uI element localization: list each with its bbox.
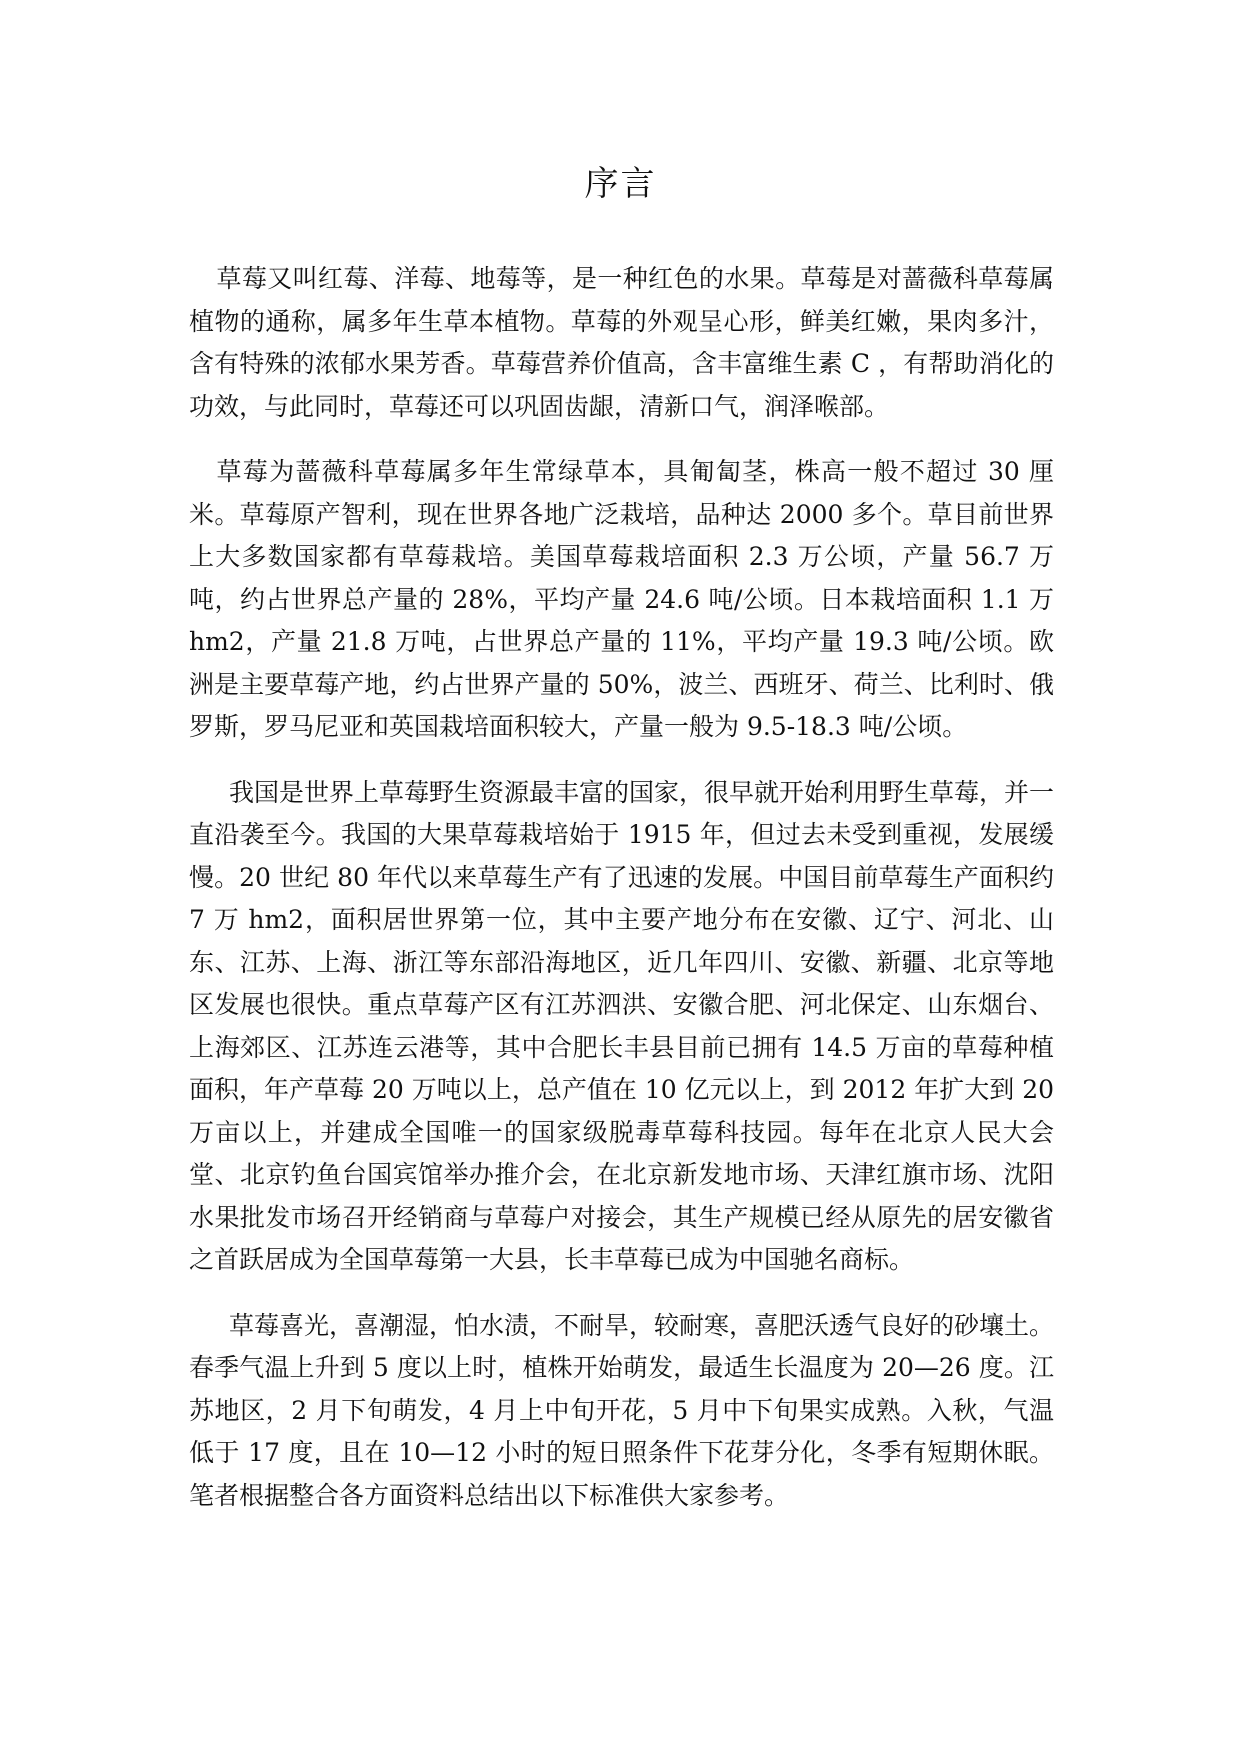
document-body xyxy=(189,258,1054,1540)
paragraph-world-production: 草莓为蔷薇科草莓属多年生常绿草本，具匍匐茎，株高一般不超过 30 厘米。草莓原产智利，现在世界各地广泛栽培，品种达 2000 多个。草目前世界上大多数国家都有草莓栽培。美国草莓栽培面积 2.3 万公顷，产量 56.7 万吨，约占世界总产量的 28%，平均产量 24.6 吨/公顷。日本栽培面积 1.1 万 hm2，产量 21.8 万吨，占世界总产量的 11%，平均产量 19.3 吨/公顷。欧洲是主要草莓产地，约占世界产量的 50%，波兰、西班牙、荷兰、比利时、俄罗斯，罗马尼亚和英国栽培面积较大，产量一般为 9.5-18.3 吨/公顷。 xyxy=(189,457,1054,741)
paragraph-china-production: 我国是世界上草莓野生资源最丰富的国家，很早就开始利用野生草莓，并一直沿袭至今。我国的大果草莓栽培始于 1915 年，但过去未受到重视，发展缓慢。20 世纪 80 年代以来草莓生产有了迅速的发展。中国目前草莓生产面积约 7 万 hm2，面积居世界第一位，其中主要产地分布在安徽、辽宁、河北、山东、江苏、上海、浙江等东部沿海地区，近几年四川、安徽、新疆、北京等地区发展也很快。重点草莓产区有江苏泗洪、安徽合肥、河北保定、山东烟台、上海郊区、江苏连云港等，其中合肥长丰县目前已拥有 14.5 万亩的草莓种植面积，年产草莓 20 万吨以上，总产值在 10 亿元以上，到 2012 年扩大到 20 万亩以上，并建成全国唯一的国家级脱毒草莓科技园。每年在北京人民大会堂、北京钓鱼台国宾馆举办推介会，在北京新发地市场、天津红旗市场、沈阳水果批发市场召开经销商与草莓户对接会，其生产规模已经从原先的居安徽省之首跃居成为全国草莓第一大县，长丰草莓已成为中国驰名商标。 xyxy=(189,777,1055,1274)
paragraph-growing-conditions: 草莓喜光，喜潮湿，怕水渍，不耐旱，较耐寒，喜肥沃透气良好的砂壤土。春季气温上升到 5 度以上时，植株开始萌发，最适生长温度为 20—26 度。江苏地区，2 月下旬萌发，4 月上中旬开花，5 月中下旬果实成熟。入秋，气温低于 17 度，且在 10—12 小时的短日照条件下花芽分化，冬季有短期休眠。笔者根据整合各方面资料总结出以下标准供大家参考。 xyxy=(189,1310,1055,1510)
page-title: 序言 xyxy=(584,164,657,204)
paragraph-intro: 草莓又叫红莓、洋莓、地莓等，是一种红色的水果。草莓是对蔷薇科草莓属植物的通称，属多年生草本植物。草莓的外观呈心形，鲜美红嫩，果肉多汁，含有特殊的浓郁水果芳香。草莓营养价值高，含丰富维生素 C ，有帮助消化的功效，与此同时，草莓还可以巩固齿龈，清新口气，润泽喉部。 xyxy=(189,264,1054,421)
